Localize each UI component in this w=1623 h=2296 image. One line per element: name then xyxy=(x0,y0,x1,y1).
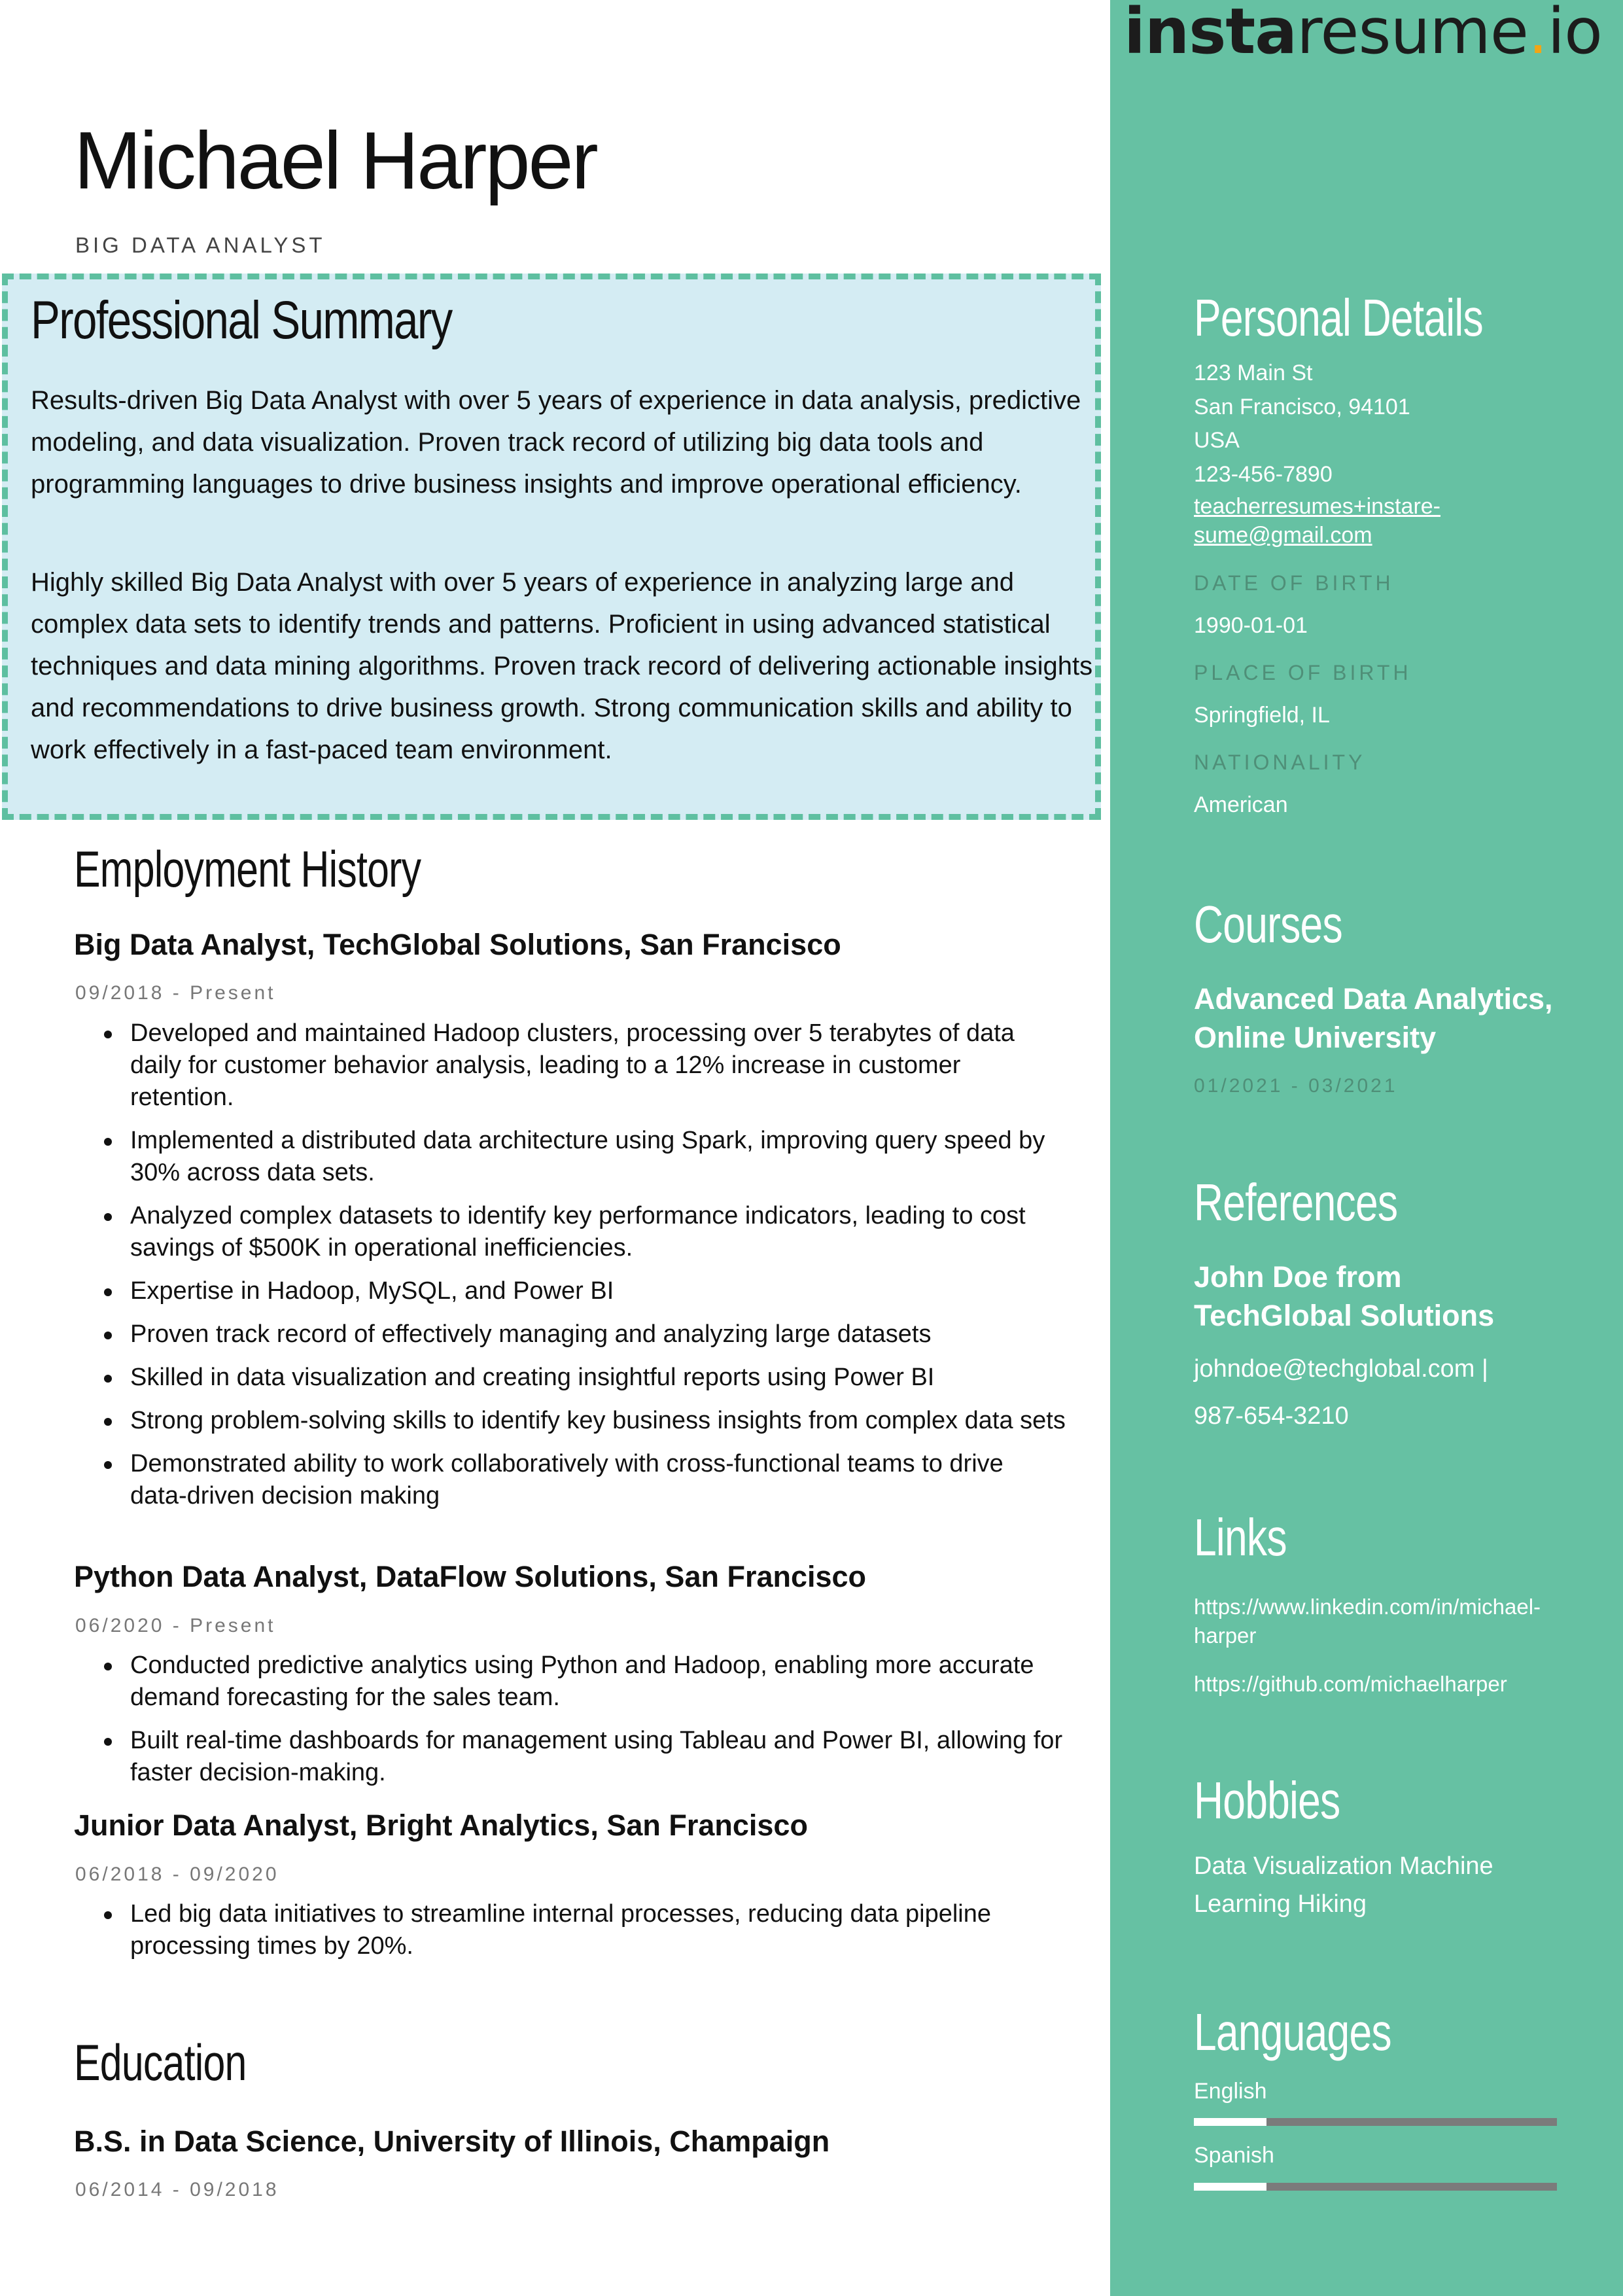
course-date: 01/2021 - 03/2021 xyxy=(1194,1075,1398,1097)
dob-value: 1990-01-01 xyxy=(1194,613,1308,638)
job-date: 06/2020 - Present xyxy=(75,1615,276,1636)
pob-value: Springfield, IL xyxy=(1194,703,1330,728)
nationality-label: NATIONALITY xyxy=(1194,751,1366,774)
address-line-1: 123 Main St xyxy=(1194,361,1313,385)
language-name: English xyxy=(1194,2079,1267,2104)
reference-name xyxy=(1194,1258,1494,1335)
employment-title: Employment History xyxy=(74,840,421,898)
links-title: Links xyxy=(1194,1508,1287,1566)
address-country: USA xyxy=(1194,428,1240,453)
job-bullets xyxy=(74,1017,1066,1523)
hobbies-list xyxy=(1194,1847,1493,1923)
summary-paragraph-1: Results-driven Big Data Analyst with over 5 years of experience in data analysis, predictive modeling, and data visualization. Proven track record of utilizing big data tools and programming languages to drive business insights and improve operational efficiency. xyxy=(31,386,1081,499)
course-name xyxy=(1194,980,1553,1057)
job-bullet: Analyzed complex datasets to identify key performance indicators, leading to cost savings of $500K in operational inefficiencies. xyxy=(130,1200,1066,1264)
summary-paragraph-2: Highly skilled Big Data Analyst with over 5 years of experience in analyzing large and complex data sets to identify trends and patterns. Proficient in using advanced statistical techniques and data mining algorithms. Proven track record of delivering actionable insights and recommendations to drive business growth. Strong communication skills and ability to work effectively in a fast-paced team environment. xyxy=(31,568,1093,764)
courses-title: Courses xyxy=(1194,895,1342,953)
course-name-line-1: Advanced Data Analytics, xyxy=(1194,982,1553,1016)
phone-number: 123-456-7890 xyxy=(1194,462,1333,487)
linkedin-link[interactable] xyxy=(1194,1593,1541,1650)
references-title: References xyxy=(1194,1173,1398,1231)
reference-name-line-2: TechGlobal Solutions xyxy=(1194,1299,1495,1332)
address-line-2: San Francisco, 94101 xyxy=(1194,395,1410,419)
job-bullet: Proven track record of effectively managing and analyzing large datasets xyxy=(130,1318,1066,1351)
candidate-name: Michael Harper xyxy=(74,116,597,206)
job-heading: Python Data Analyst, DataFlow Solutions, San Francisco xyxy=(74,1560,867,1593)
language-name: Spanish xyxy=(1194,2143,1274,2168)
languages-title: Languages xyxy=(1194,2003,1391,2061)
job-bullet: Developed and maintained Hadoop clusters, processing over 5 terabytes of data daily for customer behavior analysis, leading to a 12% increase in customer retention. xyxy=(130,1017,1066,1114)
candidate-job-title: BIG DATA ANALYST xyxy=(75,233,326,257)
language-level-bar xyxy=(1194,2118,1557,2126)
github-link[interactable]: https://github.com/michaelharper xyxy=(1194,1672,1507,1696)
email-link-line-2[interactable]: sume@gmail.com xyxy=(1194,523,1372,548)
email-link-line-1[interactable]: teacherresumes+instare- xyxy=(1194,494,1441,519)
job-date: 09/2018 - Present xyxy=(75,982,276,1004)
job-bullets xyxy=(74,1650,1066,1800)
job-bullets xyxy=(74,1898,1066,1973)
education-date: 06/2014 - 09/2018 xyxy=(75,2179,279,2200)
hobbies-line-2: Learning Hiking xyxy=(1194,1890,1367,1918)
reference-name-line-1: John Doe from xyxy=(1194,1260,1402,1294)
hobbies-line-1: Data Visualization Machine xyxy=(1194,1852,1493,1880)
summary-title: Professional Summary xyxy=(31,291,452,350)
linkedin-link-line-1[interactable]: https://www.linkedin.com/in/michael- xyxy=(1194,1595,1541,1619)
job-bullet: Skilled in data visualization and creating insightful reports using Power BI xyxy=(130,1362,1066,1394)
reference-email: johndoe@techglobal.com | xyxy=(1194,1355,1488,1383)
nationality-value: American xyxy=(1194,792,1288,817)
job-heading: Big Data Analyst, TechGlobal Solutions, San Francisco xyxy=(74,928,841,961)
language-level-fill xyxy=(1194,2183,1266,2191)
job-bullet: Implemented a distributed data architecture using Spark, improving query speed by 30% across data sets. xyxy=(130,1125,1066,1189)
language-level-fill xyxy=(1194,2118,1266,2126)
linkedin-link-line-2[interactable]: harper xyxy=(1194,1623,1257,1648)
personal-details-title: Personal Details xyxy=(1194,289,1483,347)
job-bullet: Expertise in Hadoop, MySQL, and Power BI xyxy=(130,1275,1066,1307)
education-degree: B.S. in Data Science, University of Illinois, Champaign xyxy=(74,2125,830,2158)
pob-label: PLACE OF BIRTH xyxy=(1194,661,1412,684)
dob-label: DATE OF BIRTH xyxy=(1194,571,1394,595)
job-bullet: Conducted predictive analytics using Python and Hadoop, enabling more accurate demand forecasting for the sales team. xyxy=(130,1650,1066,1714)
job-bullet: Demonstrated ability to work collaboratively with cross-functional teams to drive data-driven decision making xyxy=(130,1448,1066,1512)
job-heading: Junior Data Analyst, Bright Analytics, San Francisco xyxy=(74,1809,808,1842)
course-name-line-2: Online University xyxy=(1194,1021,1437,1054)
job-bullet: Led big data initiatives to streamline internal processes, reducing data pipeline processing times by 20%. xyxy=(130,1898,1066,1962)
education-title: Education xyxy=(74,2034,247,2091)
email-link[interactable] xyxy=(1194,492,1440,550)
job-date: 06/2018 - 09/2020 xyxy=(75,1863,279,1885)
instaresume-logo: instaresume.io xyxy=(1124,0,1602,68)
hobbies-title: Hobbies xyxy=(1194,1771,1340,1829)
language-level-bar xyxy=(1194,2183,1557,2191)
job-bullet: Strong problem-solving skills to identify key business insights from complex data sets xyxy=(130,1405,1066,1437)
job-bullet: Built real-time dashboards for management using Tableau and Power BI, allowing for faster decision-making. xyxy=(130,1725,1066,1789)
reference-phone: 987-654-3210 xyxy=(1194,1402,1349,1430)
